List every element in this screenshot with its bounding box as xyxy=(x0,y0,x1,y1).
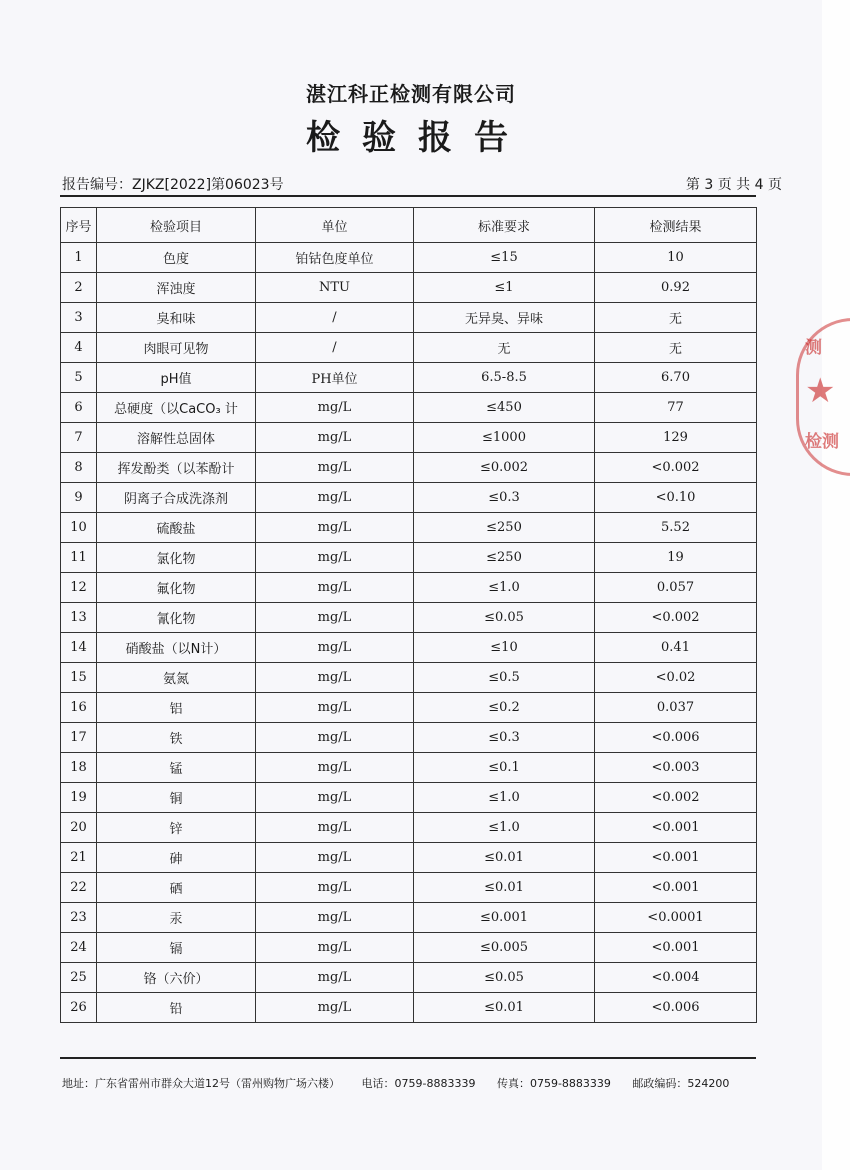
row-result: 0.41 xyxy=(595,633,757,663)
table-row xyxy=(61,333,757,363)
row-standard: ≤250 xyxy=(414,543,595,573)
row-index: 3 xyxy=(61,303,97,333)
row-standard: ≤10 xyxy=(414,633,595,663)
header-divider xyxy=(60,195,756,197)
row-item: 镉 xyxy=(97,933,256,963)
row-index: 21 xyxy=(61,843,97,873)
row-unit: mg/L xyxy=(256,903,414,933)
row-standard: ≤1.0 xyxy=(414,573,595,603)
row-item: 砷 xyxy=(97,843,256,873)
row-standard: ≤1.0 xyxy=(414,813,595,843)
row-index: 24 xyxy=(61,933,97,963)
row-result: 0.057 xyxy=(595,573,757,603)
table-row xyxy=(61,393,757,423)
row-standard: ≤1000 xyxy=(414,423,595,453)
row-index: 11 xyxy=(61,543,97,573)
col-header-item: 检验项目 xyxy=(97,208,256,243)
row-standard: ≤0.5 xyxy=(414,663,595,693)
row-item: 汞 xyxy=(97,903,256,933)
row-standard: ≤0.2 xyxy=(414,693,595,723)
row-result: <0.001 xyxy=(595,813,757,843)
row-index: 1 xyxy=(61,243,97,273)
row-index: 23 xyxy=(61,903,97,933)
row-unit: mg/L xyxy=(256,873,414,903)
row-item: 铜 xyxy=(97,783,256,813)
row-item: 铁 xyxy=(97,723,256,753)
table-row xyxy=(61,723,757,753)
row-index: 10 xyxy=(61,513,97,543)
row-unit: mg/L xyxy=(256,813,414,843)
row-result: <0.02 xyxy=(595,663,757,693)
row-unit: 铂钴色度单位 xyxy=(256,243,414,273)
seal-star-icon: ★ xyxy=(805,371,836,411)
row-standard: ≤0.005 xyxy=(414,933,595,963)
table-row xyxy=(61,663,757,693)
row-item: 铅 xyxy=(97,993,256,1023)
report-title: 检验报告 xyxy=(306,118,530,158)
col-header-index: 序号 xyxy=(61,208,97,243)
table-header-row xyxy=(61,208,757,243)
row-unit: mg/L xyxy=(256,933,414,963)
row-result: <0.001 xyxy=(595,843,757,873)
row-unit: mg/L xyxy=(256,783,414,813)
row-standard: ≤0.001 xyxy=(414,903,595,933)
row-index: 25 xyxy=(61,963,97,993)
row-standard: ≤450 xyxy=(414,393,595,423)
row-result: <0.002 xyxy=(595,453,757,483)
report-number: 报告编号：ZJKZ[2022]第06023号 xyxy=(62,177,284,193)
row-index: 26 xyxy=(61,993,97,1023)
row-result: <0.006 xyxy=(595,993,757,1023)
row-unit: mg/L xyxy=(256,693,414,723)
row-index: 20 xyxy=(61,813,97,843)
table-row xyxy=(61,993,757,1023)
row-standard: 无异臭、异味 xyxy=(414,303,595,333)
row-standard: ≤1 xyxy=(414,273,595,303)
table-row xyxy=(61,843,757,873)
row-index: 7 xyxy=(61,423,97,453)
row-unit: mg/L xyxy=(256,513,414,543)
row-result: <0.006 xyxy=(595,723,757,753)
table-row xyxy=(61,513,757,543)
row-result: 129 xyxy=(595,423,757,453)
row-item: 锌 xyxy=(97,813,256,843)
row-standard: ≤0.002 xyxy=(414,453,595,483)
row-item: 臭和味 xyxy=(97,303,256,333)
row-unit: mg/L xyxy=(256,723,414,753)
row-index: 22 xyxy=(61,873,97,903)
table-row xyxy=(61,303,757,333)
row-result: 无 xyxy=(595,303,757,333)
row-index: 19 xyxy=(61,783,97,813)
row-index: 17 xyxy=(61,723,97,753)
row-item: 锰 xyxy=(97,753,256,783)
row-unit: PH单位 xyxy=(256,363,414,393)
row-standard: ≤0.05 xyxy=(414,963,595,993)
results-table xyxy=(60,207,757,1023)
row-item: 氰化物 xyxy=(97,603,256,633)
row-unit: mg/L xyxy=(256,963,414,993)
row-item: 硫酸盐 xyxy=(97,513,256,543)
table-row xyxy=(61,243,757,273)
row-standard: 6.5-8.5 xyxy=(414,363,595,393)
row-item: 铬（六价） xyxy=(97,963,256,993)
row-item: 色度 xyxy=(97,243,256,273)
row-item: 肉眼可见物 xyxy=(97,333,256,363)
row-result: <0.0001 xyxy=(595,903,757,933)
row-unit: mg/L xyxy=(256,603,414,633)
row-unit: mg/L xyxy=(256,753,414,783)
row-standard: ≤250 xyxy=(414,513,595,543)
row-standard: ≤0.01 xyxy=(414,873,595,903)
row-unit: mg/L xyxy=(256,993,414,1023)
row-index: 12 xyxy=(61,573,97,603)
row-index: 14 xyxy=(61,633,97,663)
row-result: 19 xyxy=(595,543,757,573)
table-row xyxy=(61,753,757,783)
row-index: 16 xyxy=(61,693,97,723)
row-standard: ≤15 xyxy=(414,243,595,273)
row-index: 13 xyxy=(61,603,97,633)
row-item: 总硬度（以CaCO₃ 计 xyxy=(97,393,256,423)
table-row xyxy=(61,693,757,723)
row-item: 挥发酚类（以苯酚计 xyxy=(97,453,256,483)
footer-fax: 传真：0759-8883339 xyxy=(496,1077,611,1090)
row-index: 2 xyxy=(61,273,97,303)
row-index: 9 xyxy=(61,483,97,513)
row-result: 无 xyxy=(595,333,757,363)
row-result: <0.10 xyxy=(595,483,757,513)
row-unit: NTU xyxy=(256,273,414,303)
row-standard: ≤0.1 xyxy=(414,753,595,783)
row-index: 18 xyxy=(61,753,97,783)
row-unit: mg/L xyxy=(256,483,414,513)
scan-margin xyxy=(822,0,850,1170)
footer-address: 地址：广东省雷州市群众大道12号（雷州购物广场六楼） xyxy=(62,1077,340,1090)
row-item: 氯化物 xyxy=(97,543,256,573)
row-result: <0.004 xyxy=(595,963,757,993)
row-result: 10 xyxy=(595,243,757,273)
footer xyxy=(62,1075,747,1091)
row-unit: mg/L xyxy=(256,843,414,873)
table-row xyxy=(61,633,757,663)
seal-text-bottom: 检测 xyxy=(805,432,839,452)
page-indicator: 第 3 页 共 4 页 xyxy=(685,177,782,193)
row-standard: ≤0.3 xyxy=(414,483,595,513)
table-row xyxy=(61,963,757,993)
row-index: 4 xyxy=(61,333,97,363)
row-item: pH值 xyxy=(97,363,256,393)
row-standard: ≤0.01 xyxy=(414,993,595,1023)
table-row xyxy=(61,273,757,303)
col-header-standard: 标准要求 xyxy=(414,208,595,243)
table-row xyxy=(61,363,757,393)
row-result: <0.002 xyxy=(595,603,757,633)
table-row xyxy=(61,783,757,813)
row-item: 浑浊度 xyxy=(97,273,256,303)
row-standard: ≤0.01 xyxy=(414,843,595,873)
row-unit: / xyxy=(256,303,414,333)
row-unit: mg/L xyxy=(256,393,414,423)
row-standard: ≤0.3 xyxy=(414,723,595,753)
table-row xyxy=(61,573,757,603)
row-result: <0.001 xyxy=(595,933,757,963)
row-unit: mg/L xyxy=(256,663,414,693)
row-item: 阴离子合成洗涤剂 xyxy=(97,483,256,513)
row-standard: ≤0.05 xyxy=(414,603,595,633)
row-unit: mg/L xyxy=(256,573,414,603)
table-row xyxy=(61,603,757,633)
row-unit: / xyxy=(256,333,414,363)
table-row xyxy=(61,903,757,933)
row-result: 0.92 xyxy=(595,273,757,303)
row-unit: mg/L xyxy=(256,453,414,483)
footer-phone: 电话：0759-8883339 xyxy=(361,1077,476,1090)
row-item: 溶解性总固体 xyxy=(97,423,256,453)
row-index: 15 xyxy=(61,663,97,693)
row-result: 0.037 xyxy=(595,693,757,723)
table-row xyxy=(61,543,757,573)
col-header-unit: 单位 xyxy=(256,208,414,243)
table-row xyxy=(61,933,757,963)
row-item: 硒 xyxy=(97,873,256,903)
row-item: 氟化物 xyxy=(97,573,256,603)
table-row xyxy=(61,813,757,843)
row-result: 5.52 xyxy=(595,513,757,543)
row-standard: 无 xyxy=(414,333,595,363)
footer-divider xyxy=(60,1057,756,1059)
col-header-result: 检测结果 xyxy=(595,208,757,243)
row-unit: mg/L xyxy=(256,423,414,453)
row-result: 6.70 xyxy=(595,363,757,393)
row-result: <0.002 xyxy=(595,783,757,813)
row-item: 氨氮 xyxy=(97,663,256,693)
row-result: 77 xyxy=(595,393,757,423)
row-index: 8 xyxy=(61,453,97,483)
row-index: 5 xyxy=(61,363,97,393)
row-item: 铝 xyxy=(97,693,256,723)
seal-text-top: 测 xyxy=(805,338,822,358)
footer-postcode: 邮政编码：524200 xyxy=(632,1077,730,1090)
table-row xyxy=(61,453,757,483)
row-result: <0.003 xyxy=(595,753,757,783)
table-row xyxy=(61,483,757,513)
row-standard: ≤1.0 xyxy=(414,783,595,813)
row-unit: mg/L xyxy=(256,543,414,573)
table-row xyxy=(61,423,757,453)
row-result: <0.001 xyxy=(595,873,757,903)
row-index: 6 xyxy=(61,393,97,423)
row-item: 硝酸盐（以N计） xyxy=(97,633,256,663)
table-row xyxy=(61,873,757,903)
row-unit: mg/L xyxy=(256,633,414,663)
company-name: 湛江科正检测有限公司 xyxy=(306,82,516,106)
